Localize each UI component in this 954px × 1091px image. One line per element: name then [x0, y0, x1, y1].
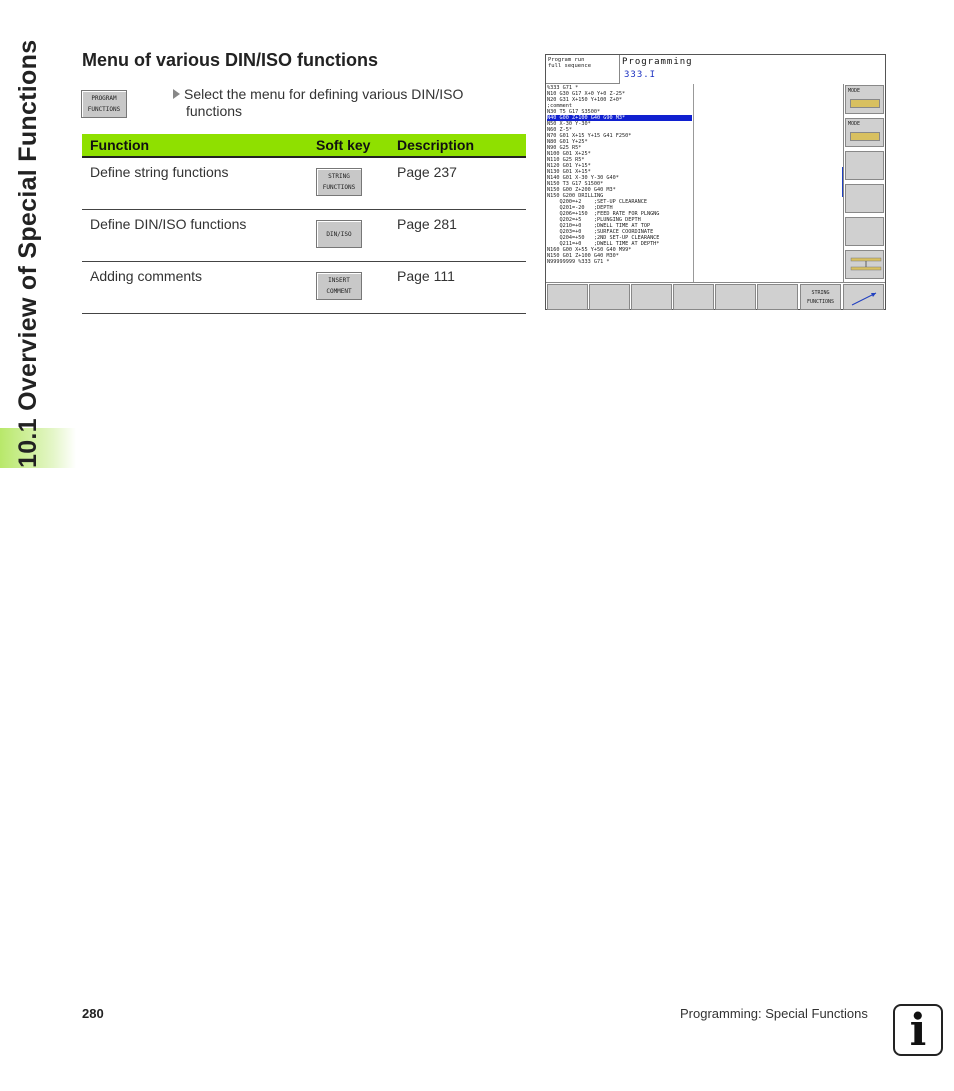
empty-softkey[interactable]: [631, 284, 672, 310]
softkey-label-line2: FUNCTIONS: [87, 106, 121, 113]
function-cell: Define DIN/ISO functions: [82, 210, 308, 262]
operating-mode-box: [546, 55, 620, 84]
program-line: Q203=+0 ;SURFACE COORDINATE: [547, 229, 654, 235]
program-line: N99999999 %333 G71 *: [547, 259, 610, 265]
page-number: 280: [82, 1006, 104, 1021]
softkey-cell: [308, 210, 389, 262]
softkey-cell: [308, 262, 389, 314]
mode-softkey-label: MODE: [848, 88, 861, 94]
intro-instruction: [173, 86, 503, 120]
program-functions-softkey[interactable]: [81, 90, 127, 118]
softkey-label-line2: COMMENT: [326, 288, 352, 295]
program-line: N110 G25 R5*: [547, 157, 585, 163]
softkey-label-line1: DIN/ISO: [326, 230, 352, 238]
program-line: N150 G200 DRILLING: [547, 193, 604, 199]
mode-softkey-label: MODE: [848, 121, 861, 127]
empty-softkey[interactable]: [673, 284, 714, 310]
header-description: Description: [389, 134, 526, 157]
softkey-label-line1: INSERT: [328, 277, 350, 284]
program-line: Q211=+0 ;DWELL TIME AT DEPTH*: [547, 241, 660, 247]
din-iso-softkey[interactable]: [316, 220, 362, 248]
description-cell: Page 281: [389, 210, 526, 262]
program-line: N130 G01 X+15*: [547, 169, 591, 175]
vertical-softkey-bar: [843, 84, 886, 282]
empty-softkey[interactable]: [589, 284, 630, 310]
program-line: N100 G01 X+25*: [547, 151, 591, 157]
empty-softkey[interactable]: [715, 284, 756, 310]
program-line: N140 G01 X-30 Y-30 G40*: [547, 175, 619, 181]
softkey-cell: [308, 157, 389, 210]
program-line: N90 G25 R5*: [547, 145, 582, 151]
intro-text-line2: functions: [186, 103, 243, 119]
softkey-label-line2: FUNCTIONS: [322, 184, 356, 191]
program-line: Q200=+2 ;SET-UP CLEARANCE: [547, 199, 647, 205]
mode-bar-icon: [850, 132, 880, 141]
program-line: N150 T3 G17 S1500*: [547, 181, 604, 187]
graphics-dots-icon: [848, 253, 884, 277]
horizontal-softkey-bar: [546, 282, 885, 310]
program-line: Q201=-20 ;DEPTH: [547, 205, 613, 211]
triangle-bullet-icon: [173, 89, 180, 99]
program-line: %333 G71 *: [547, 85, 579, 91]
mode-bar-icon: [850, 99, 880, 108]
chapter-title-vertical: 10.1 Overview of Special Functions: [14, 39, 42, 468]
program-line: N80 G01 Y+25*: [547, 139, 588, 145]
program-line: ;comment: [547, 103, 572, 109]
empty-softkey[interactable]: [845, 151, 884, 180]
empty-softkey[interactable]: [757, 284, 798, 310]
screen-filename: 333.I: [624, 70, 657, 80]
function-table: [82, 134, 526, 314]
intro-text-line1: Select the menu for defining various DIN/ISO: [184, 86, 464, 102]
footer-chapter: Programming: Special Functions: [680, 1006, 868, 1021]
info-glyph: i: [909, 1005, 927, 1056]
description-cell: Page 237: [389, 157, 526, 210]
section-heading: Menu of various DIN/ISO functions: [82, 50, 379, 70]
string-functions-screen-softkey[interactable]: [800, 284, 841, 310]
program-line: N60 Z-5*: [547, 127, 572, 133]
softkey-label-line1: STRING: [811, 290, 830, 296]
string-functions-softkey[interactable]: [316, 168, 362, 196]
mode-softkey-2[interactable]: [845, 118, 884, 147]
table-row: [82, 157, 526, 210]
table-row: [82, 210, 526, 262]
screen-title: Programming: [622, 57, 693, 67]
program-line: N150 G01 Z+100 G40 M30*: [547, 253, 619, 259]
graphics-softkey[interactable]: [845, 250, 884, 279]
function-cell: Define string functions: [82, 157, 308, 210]
softkey-label-line1: STRING: [328, 173, 350, 180]
program-line: N160 G00 X+55 Y+50 G40 M99*: [547, 247, 632, 253]
program-line: Q210=+0 ;DWELL TIME AT TOP: [547, 223, 651, 229]
table-header-row: [82, 134, 526, 157]
program-line: N70 G01 X+15 Y+15 G41 F250*: [547, 133, 632, 139]
program-line: N120 G01 Y+15*: [547, 163, 591, 169]
program-line: N30 T5 G17 S3500*: [547, 109, 601, 115]
control-screen-screenshot: [545, 54, 886, 310]
header-softkey: Soft key: [308, 134, 389, 157]
mode-softkey-1[interactable]: [845, 85, 884, 114]
program-line: N50 X-30 Y-30*: [547, 121, 591, 127]
empty-softkey[interactable]: [845, 184, 884, 213]
mode-line2: full sequence: [548, 63, 592, 69]
scroll-arrow-icon: [846, 289, 882, 309]
program-line: Q202=+5 ;PLUNGING DEPTH: [547, 217, 641, 223]
program-line: N20 G31 X+150 Y+100 Z+0*: [547, 97, 622, 103]
insert-comment-softkey[interactable]: [316, 272, 362, 300]
header-function: Function: [82, 134, 308, 157]
function-cell: Adding comments: [82, 262, 308, 314]
info-icon: [893, 1004, 943, 1056]
program-line: N10 G30 G17 X+0 Y+0 Z-25*: [547, 91, 626, 97]
program-listing: [546, 84, 694, 282]
program-line: N150 G00 Z+200 G40 M3*: [547, 187, 616, 193]
empty-softkey[interactable]: [547, 284, 588, 310]
program-line: Q204=+50 ;2ND SET-UP CLEARANCE: [547, 235, 660, 241]
description-cell: Page 111: [389, 262, 526, 314]
softkey-label-line1: PROGRAM: [91, 95, 117, 102]
softkey-label-line2: FUNCTIONS: [806, 299, 835, 305]
table-row: [82, 262, 526, 314]
program-line: N40 G00 Z+100 G40 G90 M3*: [547, 115, 692, 121]
scroll-softkey[interactable]: [843, 284, 884, 310]
mode-line1: Program run: [548, 57, 585, 63]
empty-softkey[interactable]: [845, 217, 884, 246]
program-line: Q206=+150 ;FEED RATE FOR PLNGNG: [547, 211, 660, 217]
